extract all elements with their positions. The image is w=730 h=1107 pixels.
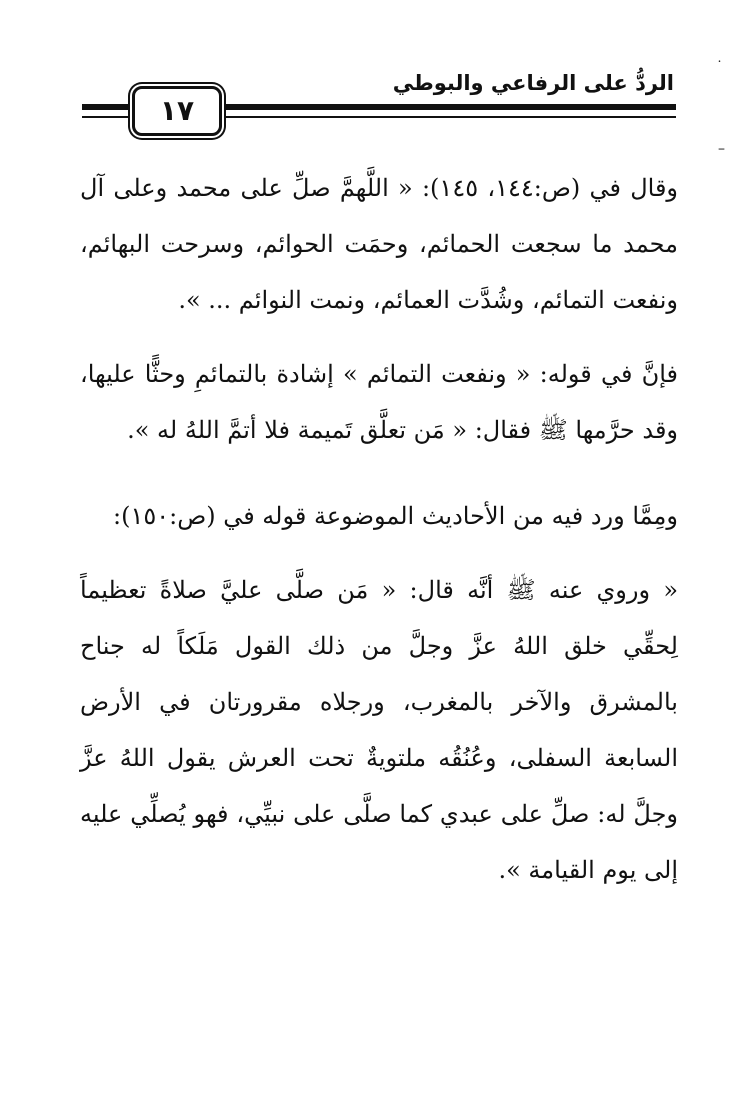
paragraph-tamaim-critique: فإنَّ في قوله: « ونفعت التمائم » إشادة بالتمائمِ وحثًّا عليها، وقد حرَّمها ﷺ فقال: « مَن تعلَّق تَميمة فلا أتمَّ اللهُ له ». [80, 360, 678, 444]
margin-mark-dash: – [718, 141, 725, 157]
paragraph-fabricated-hadith-intro: ومِمَّا ورد فيه من الأحاديث الموضوعة قوله في (ص:١٥٠): [112, 502, 678, 530]
page-number: ١٧ [132, 86, 222, 136]
paragraph-fabricated-hadith: « وروي عنه ﷺ أنَّه قال: « مَن صلَّى عليَّ صلاةً تعظيماً لِحقِّي خلق اللهُ عزَّ وجلَّ من ذلك القول مَلَكاً له جناح بالمشرق والآخر بالمغرب، ورجلاه مقرورتان في الأرض السابعة السفلى، وعُنُقُه ملتويةٌ تحت العرش يقول اللهُ عزَّ وجلَّ له: صلِّ على عبدي كما صلَّى على نبيِّي، فهو يُصلِّي عليه إلى يوم القيامة ». [80, 576, 678, 884]
margin-mark-top: ˙ [716, 59, 723, 75]
running-header-title: الردُّ على الرفاعي والبوطي [392, 71, 674, 95]
page-body [80, 160, 678, 898]
paragraph-quote-salawat: وقال في (ص:١٤٤، ١٤٥): « اللَّهمَّ صلِّ على محمد وعلى آل محمد ما سجعت الحمائم، وحمَت الحوائم، وسرحت البهائم، ونفعت التمائم، وشُدَّت العمائم، ونمت النوائم ... ». [80, 174, 679, 314]
